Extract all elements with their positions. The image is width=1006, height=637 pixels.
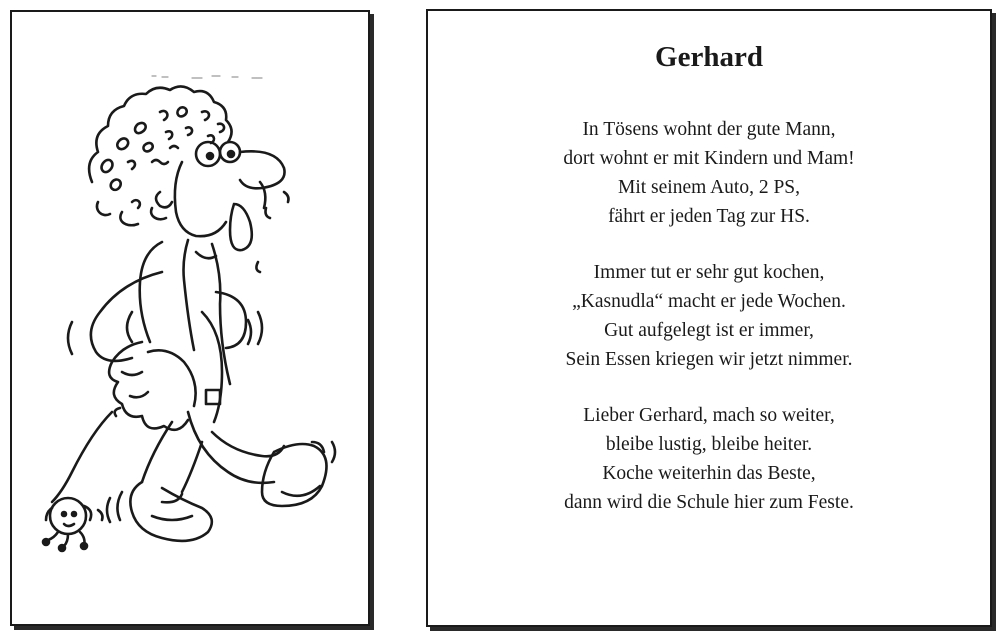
face: [156, 142, 289, 272]
small-dog: [43, 408, 120, 551]
stanza: [428, 401, 990, 517]
poem-panel: [426, 9, 992, 627]
poem-line: Koche weiterhin das Beste,: [602, 463, 816, 484]
cartoon-chef-illustration: [12, 12, 368, 624]
poem-title: Gerhard: [655, 41, 763, 73]
poem-line: Mit seinem Auto, 2 PS,: [617, 177, 801, 198]
poem-line: In Tösens wohnt der gute Mann,: [582, 119, 836, 140]
faint-marks: [152, 76, 262, 78]
stanza: [428, 258, 990, 374]
poem-line: bleibe lustig, bleibe heiter.: [605, 434, 813, 455]
poem-line: fährt er jeden Tag zur HS.: [608, 206, 810, 227]
body: [68, 240, 262, 384]
poem-line: Immer tut er sehr gut kochen,: [593, 262, 825, 283]
poem-line: „Kasnudla“ macht er jede Wochen.: [572, 291, 846, 312]
legs-and-shoes: [107, 412, 335, 541]
poem-line: Sein Essen kriegen wir jetzt nimmer.: [565, 349, 853, 370]
poem-line: dort wohnt er mit Kindern und Mam!: [563, 148, 855, 169]
poem-line: Gut aufgelegt ist er immer,: [604, 320, 814, 341]
stanza: [428, 115, 990, 231]
poem-line: Lieber Gerhard, mach so weiter,: [583, 405, 835, 426]
illustration-panel: [10, 10, 370, 626]
poem-line: dann wird die Schule hier zum Feste.: [564, 492, 854, 513]
